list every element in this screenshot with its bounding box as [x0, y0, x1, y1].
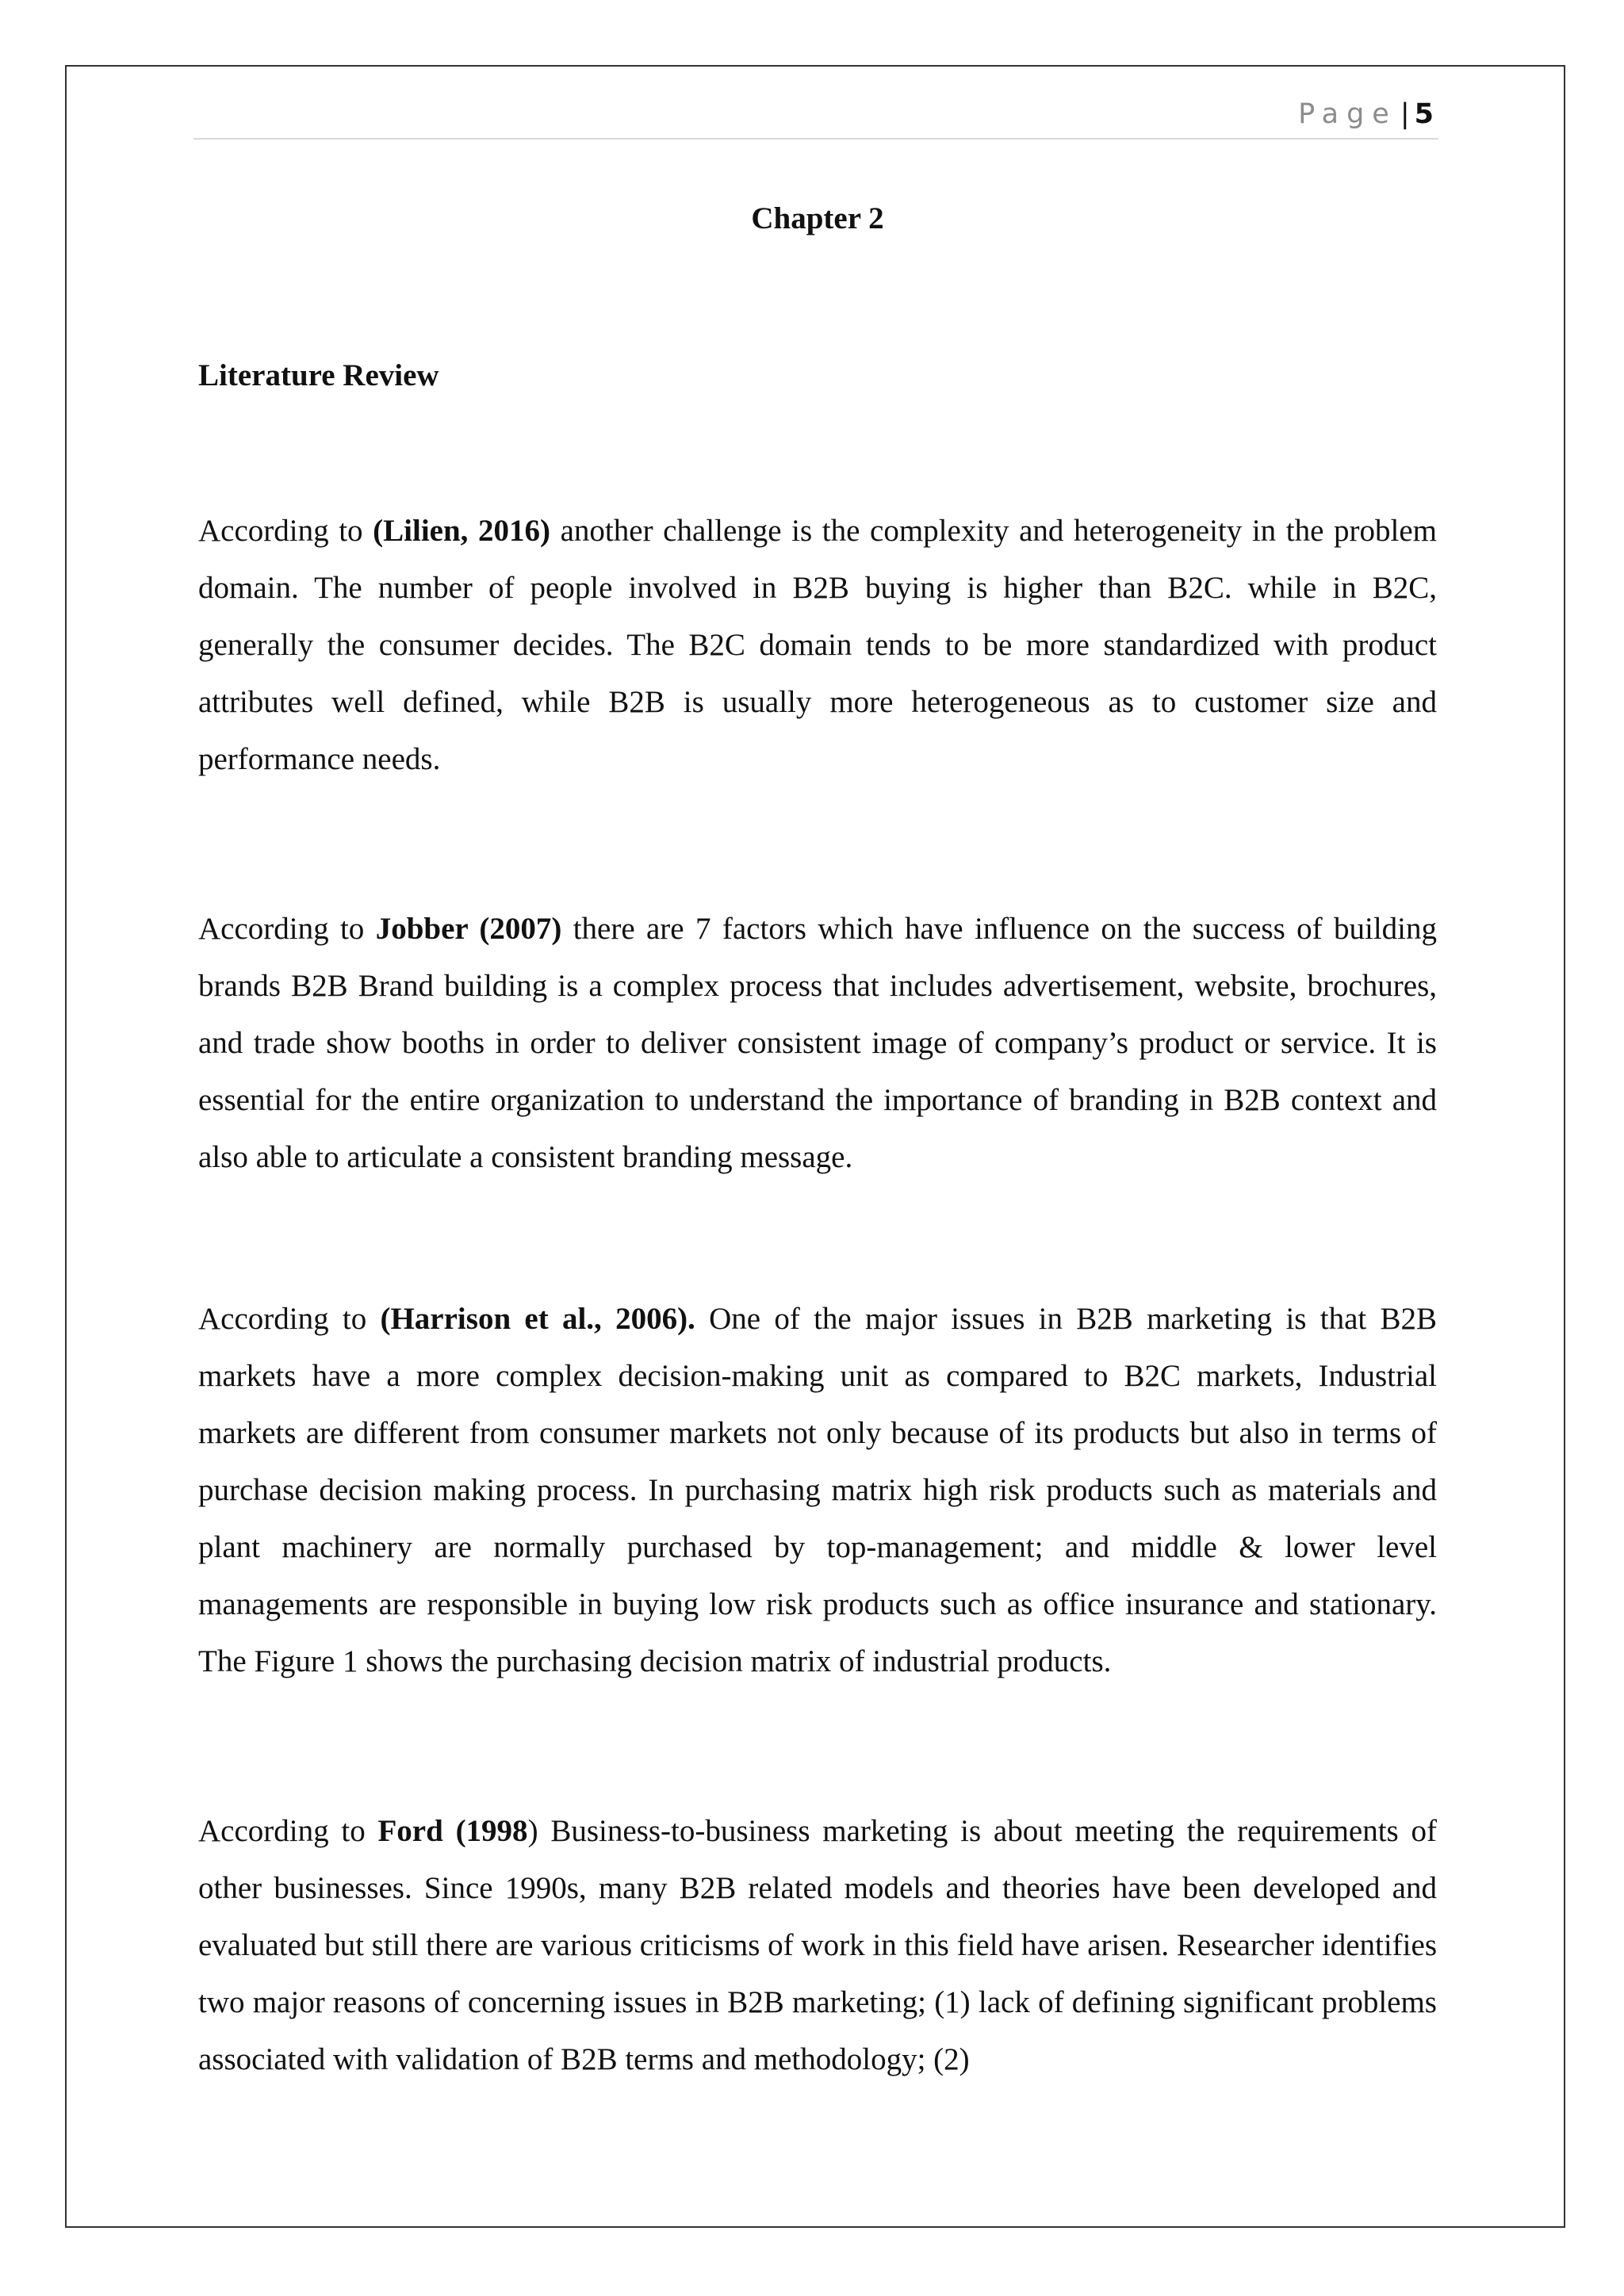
page-header	[193, 95, 1438, 140]
paragraph-lead: According to	[198, 1814, 378, 1848]
paragraph-lilien	[198, 503, 1437, 788]
page-separator: |	[1400, 98, 1410, 130]
chapter-title: Chapter 2	[751, 201, 884, 235]
paragraph-lead: According to	[198, 514, 373, 548]
page-word: Page	[1298, 98, 1397, 130]
citation-jobber: Jobber (2007)	[375, 912, 562, 946]
paragraph-ford	[198, 1803, 1437, 2088]
paragraph-text: another challenge is the complexity and heterogeneity in the problem domain. The number of people involved in B2B buying is higher than B2C. while in B2C, generally the consumer decides. The B2C domain tends to be more standardized with product attributes well defined, while B2B is usually more heterogeneous as to customer size and performance needs.	[198, 514, 1438, 776]
section-heading: Literature Review	[198, 358, 439, 392]
paragraph-text: there are 7 factors which have influence on the success of building brands B2B Brand building is a complex process that includes advertisement, website, brochures, and trade show booths in order to deliver consistent image of company’s product or service. It is essential for the entire organization to understand the importance of branding in B2B context and also able to articulate a consistent branding message.	[198, 912, 1437, 1174]
paragraph-text: One of the major issues in B2B marketing is that B2B markets have a more complex decision-making unit as compared to B2C markets, Industrial markets are different from consumer markets not only because of its products but also in terms of purchase decision making process. In purchasing matrix high risk products such as materials and plant machinery are normally purchased by top-management; and middle & lower level managements are responsible in buying low risk products such as office insurance and stationary. The Figure 1 shows the purchasing decision matrix of industrial products.	[198, 1302, 1438, 1678]
citation-lilien: (Lilien, 2016)	[373, 514, 551, 548]
paragraph-harrison	[198, 1291, 1437, 1690]
paragraph-lead: According to	[198, 912, 376, 946]
paragraph-text: ) Business-to-business marketing is about meeting the requirements of other businesses. Since 1990s, many B2B related models and theories have been developed and evaluated but still there are various criticisms of work in this field have arisen. Researcher identifies two major reasons of concerning issues in B2B marketing; (1) lack of defining significant problems associated with validation of B2B terms and methodology; (2)	[198, 1814, 1437, 2076]
paragraph-lead: According to	[198, 1302, 381, 1336]
paragraph-jobber	[198, 901, 1437, 1186]
page-number: 5	[1414, 98, 1434, 130]
citation-ford: Ford (1998	[377, 1814, 528, 1848]
page-number-label	[1298, 95, 1434, 133]
citation-harrison: (Harrison et al., 2006).	[380, 1302, 695, 1336]
